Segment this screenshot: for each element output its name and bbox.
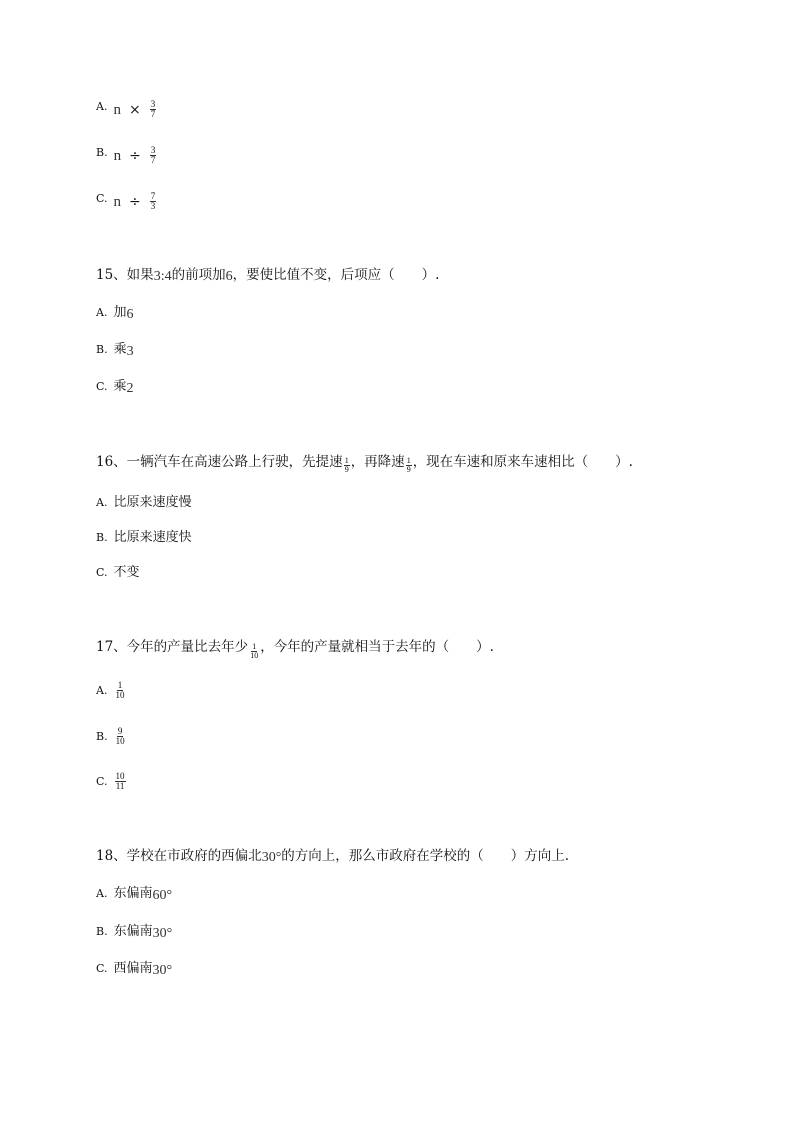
option-label: A.	[96, 306, 108, 319]
numerator: 1	[406, 456, 411, 465]
q17-option-b[interactable]	[96, 727, 127, 746]
option-label: B.	[96, 146, 108, 159]
option-label: C.	[96, 380, 108, 393]
variable: n	[113, 101, 121, 118]
q16-option-c[interactable]	[96, 564, 140, 582]
angle: 30°	[261, 850, 282, 865]
ratio: 3:4	[153, 269, 172, 284]
q14-option-b[interactable]	[96, 146, 157, 165]
question-text: ，再降速	[350, 453, 405, 470]
question-15	[96, 266, 439, 284]
fraction	[344, 457, 350, 474]
option-text: 加	[113, 305, 127, 320]
denominator: 11	[115, 781, 125, 791]
q15-option-c[interactable]	[96, 378, 134, 396]
q17-option-a[interactable]	[96, 681, 126, 700]
q18-option-c[interactable]	[96, 960, 172, 978]
option-text: 乘	[113, 342, 127, 357]
q17-option-c[interactable]	[96, 772, 127, 791]
option-label: B.	[96, 729, 108, 743]
q14-option-a[interactable]	[96, 100, 157, 119]
fraction	[150, 192, 157, 211]
option-value: 6	[126, 307, 134, 322]
denominator: 10	[250, 651, 259, 660]
option-value: 30°	[152, 926, 173, 941]
question-text: 16、一辆汽车在高速公路上行驶，先提速	[96, 453, 343, 470]
question-text: 17、今年的产量比去年少	[96, 638, 249, 655]
variable: n	[113, 193, 122, 210]
option-value: 3	[126, 344, 134, 359]
numerator: 7	[150, 191, 156, 201]
denominator: 9	[406, 465, 411, 474]
operator: ×	[128, 101, 141, 118]
option-label: C.	[96, 774, 108, 788]
fraction	[115, 727, 126, 746]
q15-option-b[interactable]	[96, 341, 134, 359]
option-text: 东偏南	[113, 886, 153, 901]
denominator: 10	[115, 736, 125, 746]
option-value: 30°	[152, 963, 173, 978]
option-text: 乘	[113, 379, 127, 394]
option-label: C.	[96, 192, 108, 205]
denominator: 7	[150, 155, 156, 165]
question-16	[96, 449, 633, 474]
numerator: 1	[252, 642, 257, 651]
q16-option-b[interactable]	[96, 529, 192, 547]
option-label: B.	[96, 531, 108, 544]
q18-option-a[interactable]	[96, 885, 172, 903]
option-text: 西偏南	[113, 961, 153, 976]
fraction	[249, 643, 259, 660]
number: 6	[225, 269, 233, 284]
denominator: 10	[115, 690, 125, 700]
question-text: ，现在车速和原来车速相比（ ）.	[412, 453, 633, 470]
option-label: B.	[96, 343, 108, 356]
operator: ÷	[129, 193, 141, 210]
question-text: ，今年的产量就相当于去年的（ ）.	[260, 638, 494, 655]
question-18	[96, 847, 569, 865]
q15-option-a[interactable]	[96, 304, 133, 322]
q16-option-a[interactable]	[96, 494, 191, 512]
option-text: 比原来速度慢	[113, 495, 192, 510]
option-label: B.	[96, 925, 108, 938]
option-text: 比原来速度快	[113, 530, 192, 545]
numerator: 9	[117, 726, 123, 736]
question-text: 的方向上，那么市政府在学校的（ ）方向上.	[281, 848, 570, 864]
operator: ÷	[129, 147, 141, 164]
fraction	[406, 457, 412, 474]
question-text: 的前项加	[171, 267, 226, 283]
q14-option-c[interactable]	[96, 192, 157, 211]
option-label: C.	[96, 962, 108, 975]
option-label: A.	[96, 683, 108, 697]
option-value: 2	[126, 381, 134, 396]
fraction	[115, 772, 126, 791]
numerator: 1	[344, 456, 349, 465]
question-text: ，要使比值不变，后项应（ ）.	[232, 267, 440, 283]
denominator: 9	[344, 465, 349, 474]
option-label: A.	[96, 887, 108, 900]
q18-option-b[interactable]	[96, 923, 172, 941]
question-text: 15、如果	[96, 267, 154, 283]
option-value: 60°	[152, 888, 173, 903]
option-label: A.	[96, 496, 108, 509]
question-17	[96, 633, 494, 660]
numerator: 3	[150, 145, 156, 155]
option-label: A.	[96, 100, 108, 113]
denominator: 7	[150, 109, 156, 119]
numerator: 3	[150, 99, 156, 109]
option-label: C.	[96, 566, 108, 579]
numerator: 1	[117, 680, 123, 690]
numerator: 10	[115, 771, 125, 781]
fraction	[114, 681, 125, 700]
option-text: 不变	[113, 565, 140, 580]
fraction	[150, 100, 157, 119]
question-text: 18、学校在市政府的西偏北	[96, 848, 262, 864]
denominator: 3	[150, 201, 156, 211]
fraction	[150, 146, 157, 165]
option-text: 东偏南	[113, 924, 153, 939]
variable: n	[113, 147, 122, 164]
